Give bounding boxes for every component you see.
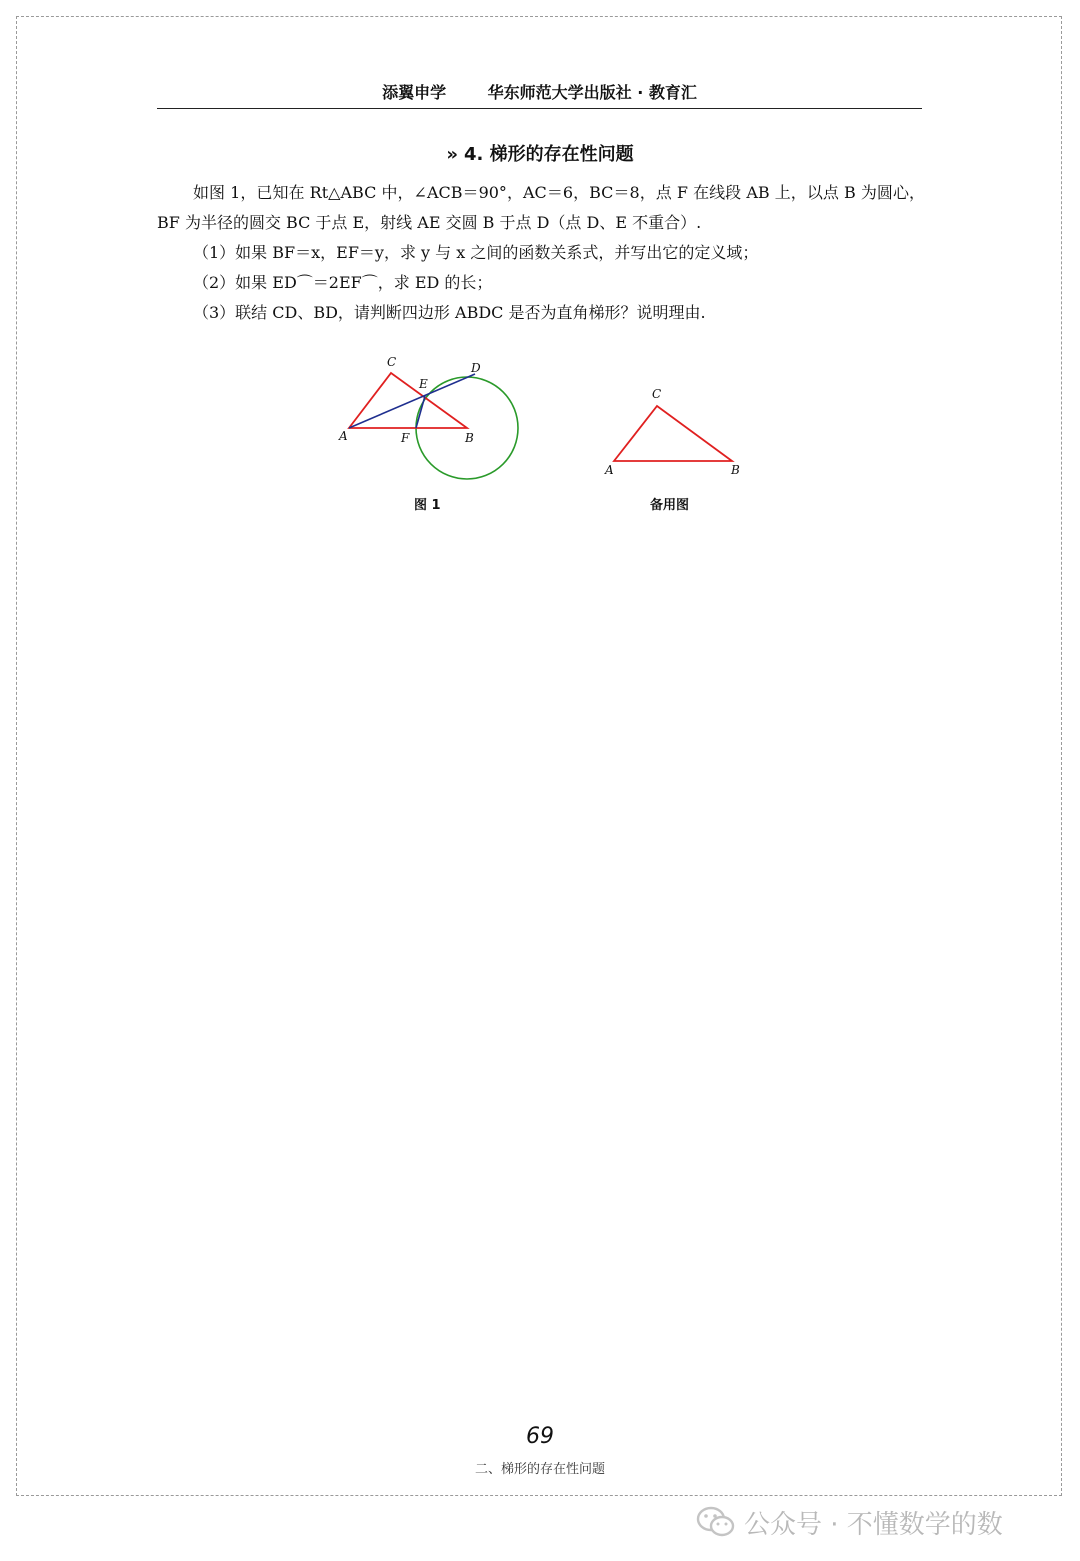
label-f: F — [401, 431, 410, 445]
figure-spare — [596, 380, 746, 480]
label-a-spare: A — [605, 463, 614, 477]
triangle-abc-spare — [614, 406, 732, 461]
label-c: C — [387, 355, 397, 369]
chapter-footer: 二、梯形的存在性问题 — [474, 1462, 605, 1477]
watermark — [696, 1502, 1003, 1542]
figure-1-caption: 图 1 — [414, 498, 441, 513]
figure-spare-caption: 备用图 — [650, 498, 690, 513]
watermark-text: 公众号 · 不懂数学的数 — [744, 1509, 1003, 1540]
problem-part-3: （3）联结 CD、BD，请判断四边形 ABDC 是否为直角梯形？说明理由. — [193, 303, 706, 322]
running-header — [157, 80, 922, 109]
header-left: 添翼申学 — [382, 83, 447, 102]
header-right: 华东师范大学出版社 · 教育汇 — [487, 83, 697, 102]
section-title-text: 4. 梯形的存在性问题 — [464, 144, 634, 165]
problem-part-1: （1）如果 BF＝x，EF＝y，求 y 与 x 之间的函数关系式，并写出它的定义域； — [193, 243, 759, 262]
problem-stem: 如图 1，已知在 Rt△ABC 中，∠ACB＝90°，AC＝6，BC＝8，点 F 在线段 AB 上，以点 B 为圆心，BF 为半径的圆交 BC 于点 E，射线 AE 交圆 B 于点 D（点 D、E 不重合）. — [157, 183, 925, 232]
figure-1 — [330, 350, 530, 485]
wechat-icon — [696, 1505, 736, 1539]
section-marker: » — [446, 144, 458, 165]
segment-ef — [416, 396, 425, 428]
problem-text — [157, 178, 925, 328]
label-d: D — [471, 361, 481, 375]
label-a: A — [339, 429, 348, 443]
problem-part-2: （2）如果 ED⌒＝2EF⌒，求 ED 的长； — [193, 273, 493, 292]
label-b: B — [465, 431, 474, 445]
label-b-spare: B — [731, 463, 740, 477]
section-title — [0, 140, 1080, 166]
page-number: 69 — [526, 1424, 554, 1449]
label-e: E — [419, 377, 428, 391]
label-c-spare: C — [652, 387, 662, 401]
